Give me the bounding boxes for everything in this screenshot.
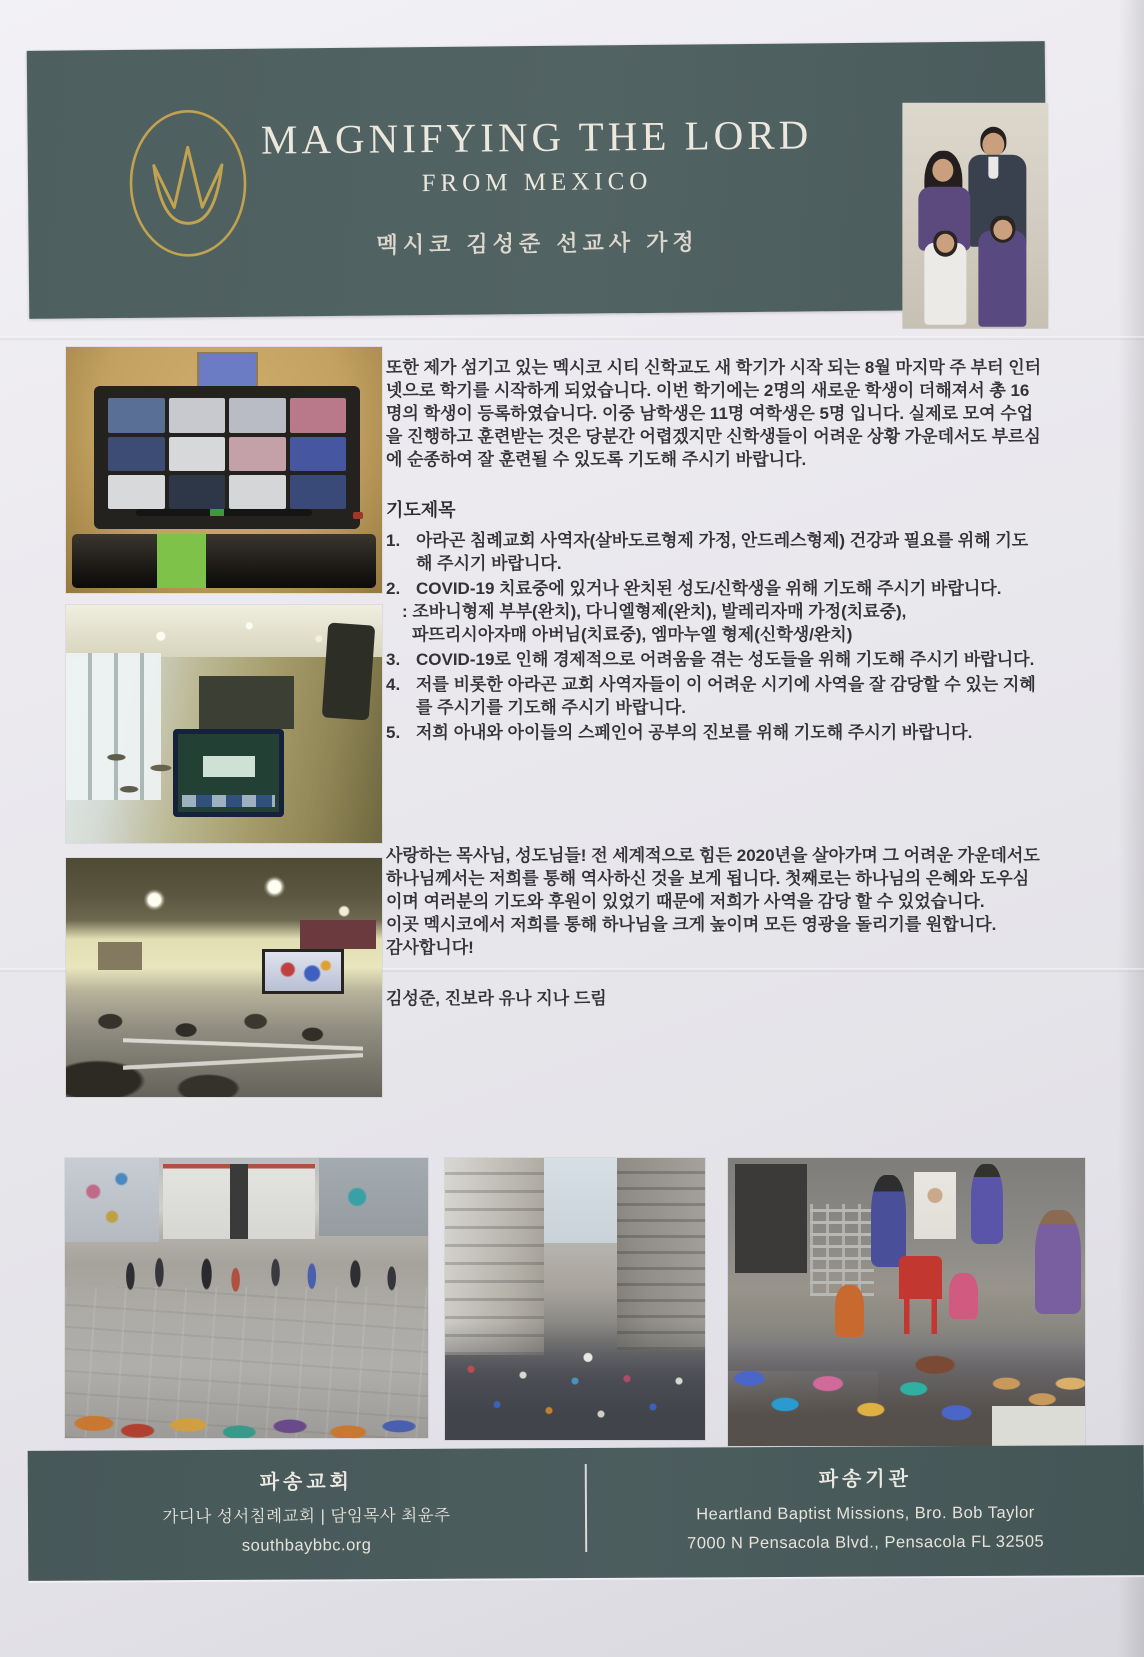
storefront — [163, 1164, 315, 1240]
prayer-item-text: COVID-19 치료중에 있거나 완치된 성도/신학생을 위해 기도해 주시기 바랍니다. : 조바니형제 부부(완치), 다니엘형제(완치), 발레리자매 가정(치료중), 파뜨리시아자매 아버님(치료중), 엠마누엘 형제(신학생/완치) — [416, 577, 1042, 646]
child-figure — [835, 1285, 864, 1337]
wall-poster — [914, 1172, 957, 1238]
letter-body — [386, 356, 1042, 1010]
newsletter-paragraph-3: 이곳 멕시코에서 저희를 통해 하나님을 크게 높이며 모든 영광을 돌리기를 원합니다. — [386, 915, 997, 934]
metal-rack — [810, 1204, 874, 1296]
video-tile — [169, 475, 225, 509]
speaker — [322, 622, 376, 720]
photo-empty-classroom — [66, 605, 382, 843]
zoom-toolbar — [136, 509, 313, 516]
newsletter-title: MAGNIFYING THE LORD — [260, 111, 813, 163]
shop-awning — [319, 1158, 428, 1236]
vendor-figure — [971, 1164, 1003, 1245]
thanks-line: 감사합니다! — [386, 938, 474, 957]
video-tile — [229, 437, 285, 471]
dark-doorway — [735, 1164, 806, 1273]
photo-church-hall-students — [66, 858, 382, 1097]
prayer-item — [386, 648, 1042, 671]
prayer-item-number: 1. — [386, 531, 401, 550]
prayer-item-number: 5. — [386, 723, 401, 742]
vendor-figure — [1035, 1210, 1081, 1314]
prayer-item — [386, 529, 1042, 575]
photo-street-vendors — [728, 1158, 1085, 1446]
photo-online-seminary-class — [66, 347, 382, 593]
video-tile — [229, 398, 285, 432]
sending-church-name: 가디나 성서침례교회 | 담임목사 최윤주 — [162, 1506, 451, 1527]
prayer-item-subline: 파뜨리시아자매 아버님(치료중), 엠마누엘 형제(신학생/완치) — [412, 625, 853, 644]
market-goods-blankets — [65, 1365, 428, 1438]
photo-crowded-street — [445, 1158, 705, 1440]
prayer-item-text: COVID-19로 인해 경제적으로 어려움을 겪는 성도들을 위해 기도해 주시기 바랍니다. — [416, 650, 1035, 669]
video-tile — [108, 475, 164, 509]
street-crowd — [445, 1322, 705, 1440]
video-tile — [169, 398, 225, 432]
family-photo — [902, 103, 1048, 329]
banner-text — [217, 113, 856, 261]
red-plastic-chair — [899, 1256, 942, 1334]
video-tile — [229, 475, 285, 509]
video-tile — [108, 437, 164, 471]
video-tile — [290, 398, 346, 432]
prayer-item-text: 저를 비롯한 아라곤 교회 사역자들이 이 어려운 시기에 사역을 잘 감당할 수 있는 지혜를 주시기를 기도해 주시기 바랍니다. — [416, 675, 1036, 717]
laptop-zoom-grid — [94, 386, 359, 529]
vendor-figure — [871, 1175, 907, 1267]
prayer-item-number: 3. — [386, 650, 401, 669]
prayer-item-text: 저희 아내와 아이들의 스페인어 공부의 진보를 위해 기도해 주시기 바랍니다. — [416, 723, 973, 742]
dark-equipment — [199, 676, 294, 728]
newsletter-paragraph-1: 또한 제가 섬기고 있는 멕시코 시티 신학교도 새 학기가 시작 되는 8월 마지막 주 부터 인터넷으로 학기를 시작하게 되었습니다. 이번 학기에는 2명의 새로운 학생이 더해져서 총 16명의 학생이 등록하였습니다. 이중 남학생은 11명 여학생은 5명 입니다. 실제로 모여 수업을 진행하고 훈련받는 것은 당분간 어렵겠지만 신학생들이 어려운 상황 가운데서도 부르심에 순종하여 잘 훈련될 수 있도록 기도해 주시기 바랍니다. — [386, 358, 1042, 469]
prayer-list-heading: 기도제목 — [386, 500, 456, 520]
projection-screen — [262, 949, 344, 994]
poster-wall — [65, 1158, 159, 1242]
sending-church-heading: 파송교회 — [259, 1471, 354, 1494]
daughter-figure-purple-dress — [978, 231, 1026, 327]
sending-agency-block — [587, 1445, 1144, 1578]
sending-agency-name: Heartland Baptist Missions, Bro. Bob Taylor — [696, 1503, 1035, 1524]
photo-street-market-plaza — [65, 1158, 428, 1438]
sky — [533, 1158, 616, 1243]
sending-agency-heading: 파송기관 — [818, 1468, 913, 1491]
sending-agency-address: 7000 N Pensacola Blvd., Pensacola FL 32505 — [687, 1532, 1045, 1553]
record-indicator — [353, 512, 363, 519]
stage-curtain — [300, 920, 376, 949]
video-tile — [290, 475, 346, 509]
video-tile — [108, 398, 164, 432]
prayer-item-number: 4. — [386, 675, 401, 694]
signature: 김성준, 진보라 유나 지나 드림 — [386, 989, 607, 1008]
header-banner — [27, 41, 1048, 319]
table-tops — [123, 1006, 363, 1078]
prayer-item — [386, 721, 1042, 744]
prayer-item-text: 아라곤 침례교회 사역자(살바도르형제 가정, 안드레스형제) 건강과 필요를 위해 기도해 주시기 바랍니다. — [416, 531, 1029, 573]
newsletter-subtitle: FROM MEXICO — [421, 167, 653, 198]
newsletter-korean-subtitle: 멕시코 김성준 선교사 가정 — [376, 229, 699, 258]
laptop-keyboard — [72, 534, 375, 588]
video-tile — [169, 437, 225, 471]
child-figure — [949, 1273, 978, 1319]
sending-church-website: southbaybbc.org — [241, 1536, 372, 1555]
prayer-item-number: 2. — [386, 579, 401, 598]
prayer-item — [386, 577, 1042, 646]
foreground-monitor — [173, 729, 284, 817]
paper-fold-crease — [0, 336, 1144, 340]
prayer-item-subline: : 조바니형제 부부(완치), 다니엘형제(완치), 발레리자매 가정(치료중), — [402, 602, 907, 621]
window-light — [199, 354, 256, 388]
newsletter-paragraph-2: 사랑하는 목사님, 성도님들! 전 세계적으로 힘든 2020년을 살아가며 그 어려운 가운데서도 하나님께서는 저희를 통해 역사하신 것을 보게 됩니다. 첫째로는 하나님의 은혜와 도우심이며 여러분의 기도와 후원이 있었기 때문에 저희가 사역을 감당 할 수 있었습니다. — [386, 846, 1040, 911]
footer-band — [28, 1445, 1144, 1581]
sending-church-block — [28, 1448, 586, 1581]
wall-frame — [98, 942, 142, 971]
video-tile — [290, 437, 346, 471]
white-box — [992, 1406, 1085, 1446]
prayer-item — [386, 673, 1042, 719]
